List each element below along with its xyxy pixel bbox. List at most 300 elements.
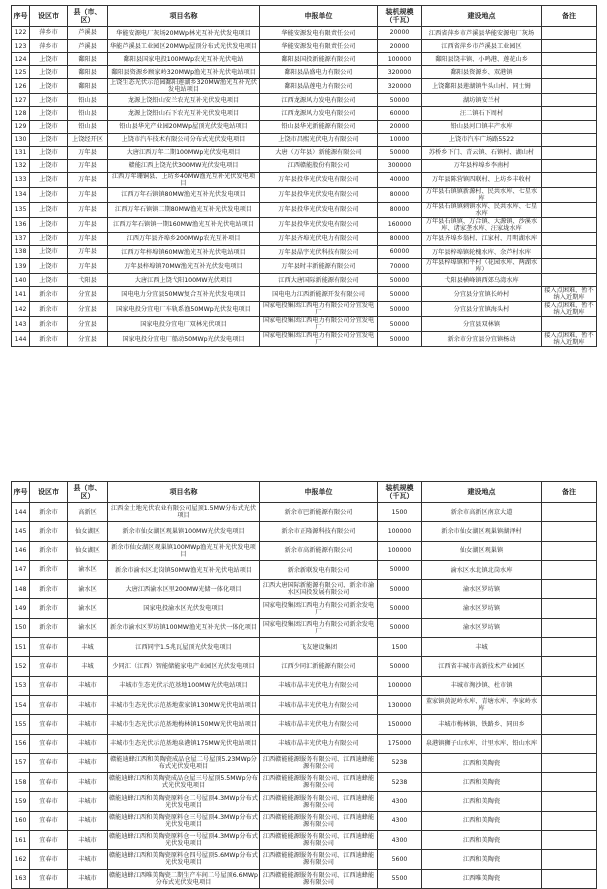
cell-city: 宜春市: [30, 811, 68, 830]
cell-unit: 江西赣能股份有限公司: [260, 159, 378, 172]
table-row: [12, 541, 597, 560]
cell-city: 新余市: [30, 599, 68, 618]
cell-city: 新余市: [30, 580, 68, 599]
cell-no: 136: [12, 217, 30, 232]
cell-project: 铅山县华光产业园20MWp屋顶光伏发电站项目: [108, 120, 260, 133]
cell-city: 上饶市: [30, 259, 68, 274]
cell-unit: 国家电投集团江西电力有限公司分宜发电厂: [260, 332, 378, 347]
cell-note: 接入点困难，暂不纳入近期库: [542, 287, 597, 302]
col-header-county: 县（市、区）: [68, 6, 108, 27]
cell-unit: 万年县投华光伏发电有限公司: [260, 202, 378, 217]
table-row: [12, 232, 597, 245]
cell-site: 万年县梓埠乡李南村: [422, 159, 542, 172]
header-row: [12, 6, 597, 27]
cell-site: 江西和美陶瓷: [422, 850, 542, 869]
cell-site: 上饶鄱阳县莲湖镇牛头山村、同士姆: [422, 79, 542, 94]
cell-note: [542, 638, 597, 657]
col-header-city: 设区市: [30, 6, 68, 27]
cell-county: 万年县: [68, 217, 108, 232]
cell-unit: 江西赣能能源服务有限公司、江西迪蜂能源有限公司: [260, 831, 378, 850]
cell-no: 142: [12, 302, 30, 317]
cell-capacity: 130000: [378, 695, 422, 714]
cell-unit: 国电电力江西新能源开发有限公司: [260, 287, 378, 302]
cell-unit: 江西赣能能源服务有限公司、江西迪蜂能源有限公司: [260, 869, 378, 888]
table-row: [12, 657, 597, 676]
cell-unit: 江西大唐国际新能源有限公司、新余市渝水区国投发展有限公司: [260, 580, 378, 599]
cell-city: 上饶市: [30, 246, 68, 259]
cell-site: 新余市仙女湖区观巢镇湖泽村: [422, 522, 542, 541]
cell-no: 155: [12, 715, 30, 734]
table-row: [12, 715, 597, 734]
cell-project: 国家电投分宜电厂双林光伏项目: [108, 317, 260, 332]
cell-note: [542, 232, 597, 245]
cell-capacity: 80000: [378, 232, 422, 245]
cell-city: 宜春市: [30, 831, 68, 850]
cell-unit: 江西大唐国际新能源有限公司: [260, 274, 378, 287]
cell-no: 156: [12, 734, 30, 753]
cell-site: 江西和美陶瓷: [422, 773, 542, 792]
cell-county: 上饶经开区: [68, 133, 108, 146]
table-row: [12, 187, 597, 202]
cell-site: 渝水区罗坊镇: [422, 599, 542, 618]
cell-no: 146: [12, 541, 30, 560]
cell-capacity: 4300: [378, 811, 422, 830]
cell-unit: 新余市巴新能源有限公司: [260, 503, 378, 522]
cell-note: [542, 120, 597, 133]
cell-no: 126: [12, 79, 30, 94]
cell-capacity: 5500: [378, 869, 422, 888]
cell-capacity: 50000: [378, 599, 422, 618]
cell-capacity: 150000: [378, 715, 422, 734]
cell-county: 万年县: [68, 246, 108, 259]
cell-county: 万年县: [68, 159, 108, 172]
cell-unit: 江西赣能能源服务有限公司、江西迪蜂能源有限公司: [260, 773, 378, 792]
cell-capacity: 50000: [378, 657, 422, 676]
cell-county: 万年县: [68, 202, 108, 217]
cell-note: [542, 274, 597, 287]
cell-capacity: 50000: [378, 618, 422, 637]
table-row: [12, 27, 597, 40]
cell-unit: 新余市正隆源科技有限公司: [260, 522, 378, 541]
cell-project: 新余市仙女湖区观巢镇100MWp渔光互补光伏发电项目: [108, 541, 260, 560]
cell-capacity: 100000: [378, 53, 422, 66]
cell-county: 丰城市: [68, 676, 108, 695]
cell-project: 万年县梓埠镇70MW渔光互补光伏发电项目: [108, 259, 260, 274]
cell-county: 分宜县: [68, 317, 108, 332]
cell-note: [542, 850, 597, 869]
cell-unit: 万年县晶宇光伏科技有限公司: [260, 246, 378, 259]
cell-county: 万年县: [68, 232, 108, 245]
cell-no: 130: [12, 133, 30, 146]
cell-project: 赣能迪蜂江西和美陶瓷原料仓二号屋顶4.3MWp分布式光伏发电项目: [108, 792, 260, 811]
cell-unit: 国家电投集团江西电力有限公司分宜发电厂: [260, 302, 378, 317]
cell-city: 上饶市: [30, 202, 68, 217]
cell-no: 123: [12, 40, 30, 53]
cell-unit: 江西龙源风力发电有限公司: [260, 94, 378, 107]
table-row: [12, 695, 597, 714]
cell-city: 宜春市: [30, 676, 68, 695]
cell-site: 丰城市淘沙镇、杜市镇: [422, 676, 542, 695]
cell-project: 赣能江西上饶光伏300MW光伏发电项目: [108, 159, 260, 172]
cell-project: 大唐江西上饶弋阳100MW光伏项目: [108, 274, 260, 287]
cell-project: 大唐江西渝水区里200MW光储一体化项目: [108, 580, 260, 599]
cell-project: 鄱阳县资源乡顾家岭320MWp渔光互补光伏电站项目: [108, 66, 260, 79]
cell-note: [542, 40, 597, 53]
cell-city: 宜春市: [30, 869, 68, 888]
cell-city: 宜春市: [30, 773, 68, 792]
cell-county: 渝水区: [68, 599, 108, 618]
cell-city: 宜春市: [30, 850, 68, 869]
cell-city: 新余市: [30, 332, 68, 347]
cell-capacity: 175000: [378, 734, 422, 753]
cell-capacity: 50000: [378, 332, 422, 347]
cell-project: 丰城市生态光伏示范基地董家镇130MW光伏电站项目: [108, 695, 260, 714]
table-body: [12, 27, 597, 347]
cell-no: 129: [12, 120, 30, 133]
cell-city: 上饶市: [30, 274, 68, 287]
cell-project: 国家电投分宜电厂船动50MWp光伏发电项目: [108, 332, 260, 347]
cell-unit: 江西赣能能源服务有限公司、江西迪蜂能源有限公司: [260, 811, 378, 830]
cell-capacity: 20000: [378, 40, 422, 53]
cell-unit: 丰城市晶丰光伏电力有限公司: [260, 734, 378, 753]
table-row: [12, 332, 597, 347]
table-row: [12, 773, 597, 792]
cell-no: 152: [12, 657, 30, 676]
cell-site: 丰城: [422, 638, 542, 657]
table-row: [12, 503, 597, 522]
cell-capacity: 5600: [378, 850, 422, 869]
cell-site: 江西和美陶瓷: [422, 811, 542, 830]
cell-project: 上饶市汽车技术有限公司分布式光伏发电项目: [108, 133, 260, 146]
cell-site: 上饶市汽车广场路5522: [422, 133, 542, 146]
table-row: [12, 120, 597, 133]
table-row: [12, 287, 597, 302]
table-row: [12, 66, 597, 79]
table-row: [12, 246, 597, 259]
cell-county: 渝水区: [68, 560, 108, 579]
cell-capacity: 100000: [378, 541, 422, 560]
cell-capacity: 320000: [378, 66, 422, 79]
cell-project: 江西万年石镇镇一期160MW渔光互补光伏电站项目: [108, 217, 260, 232]
cell-no: 128: [12, 107, 30, 120]
cell-capacity: 20000: [378, 27, 422, 40]
cell-no: 160: [12, 811, 30, 830]
cell-capacity: 1500: [378, 638, 422, 657]
cell-city: 上饶市: [30, 107, 68, 120]
cell-county: 丰城市: [68, 831, 108, 850]
cell-city: 上饶市: [30, 133, 68, 146]
col-header-note: 备注: [542, 6, 597, 27]
cell-county: 丰城: [68, 638, 108, 657]
cell-project: 华能安源电厂灰场20MWp林光互补光伏发电项目: [108, 27, 260, 40]
cell-no: 148: [12, 580, 30, 599]
cell-no: 125: [12, 66, 30, 79]
cell-no: 163: [12, 869, 30, 888]
table-row: [12, 53, 597, 66]
table-row: [12, 869, 597, 888]
cell-unit: 飞友建设集团: [260, 638, 378, 657]
cell-no: 153: [12, 676, 30, 695]
col-header-no: 序号: [12, 6, 30, 27]
cell-note: [542, 27, 597, 40]
cell-city: 宜春市: [30, 734, 68, 753]
table-row: [12, 831, 597, 850]
cell-no: 139: [12, 259, 30, 274]
cell-site: 江西和美陶瓷: [422, 753, 542, 772]
cell-site: 万年县陈营镇四联村、上坊乡丰收村: [422, 172, 542, 187]
cell-county: 仙女湖区: [68, 541, 108, 560]
cell-capacity: 4300: [378, 792, 422, 811]
cell-no: 137: [12, 232, 30, 245]
cell-no: 158: [12, 773, 30, 792]
cell-no: 149: [12, 599, 30, 618]
cell-no: 159: [12, 792, 30, 811]
col-header-city: 设区市: [30, 482, 68, 503]
cell-note: [542, 869, 597, 888]
col-header-unit: 申报单位: [260, 6, 378, 27]
cell-capacity: 50000: [378, 580, 422, 599]
cell-site: 鄱阳县资源乡、双港镇: [422, 66, 542, 79]
col-header-county: 县（市、区）: [68, 482, 108, 503]
cell-county: 丰城: [68, 657, 108, 676]
cell-unit: 江西少同汇新能源有限公司: [260, 657, 378, 676]
header-row: [12, 482, 597, 503]
cell-project: 少同汇（江西）智能储能家电产业园区光伏发电项目: [108, 657, 260, 676]
cell-capacity: 50000: [378, 274, 422, 287]
table-row: [12, 676, 597, 695]
cell-no: 147: [12, 560, 30, 579]
cell-unit: 鄱阳县晶莲电力有限公司: [260, 79, 378, 94]
cell-capacity: 40000: [378, 172, 422, 187]
cell-note: [542, 172, 597, 187]
cell-site: 鄱阳县饶丰镇、小鸣港、莲花山乡: [422, 53, 542, 66]
cell-note: [542, 522, 597, 541]
cell-project: 江西同宇1.5兆瓦屋顶光伏发电项目: [108, 638, 260, 657]
cell-no: 161: [12, 831, 30, 850]
cell-unit: 新余新联发电有限公司: [260, 560, 378, 579]
col-header-capacity: 装机规模（千瓦）: [378, 482, 422, 503]
cell-unit: 丰城市晶丰光伏电力有限公司: [260, 676, 378, 695]
cell-note: [542, 831, 597, 850]
cell-county: 万年县: [68, 187, 108, 202]
cell-capacity: 1500: [378, 503, 422, 522]
cell-no: 154: [12, 695, 30, 714]
cell-county: 分宜县: [68, 302, 108, 317]
cell-capacity: 320000: [378, 79, 422, 94]
table-row: [12, 638, 597, 657]
table-page-1: [11, 5, 596, 347]
project-table: [11, 5, 597, 347]
cell-note: [542, 618, 597, 637]
cell-unit: 江西赣能能源服务有限公司、江西迪蜂能源有限公司: [260, 792, 378, 811]
cell-site: 江西省萍乡市芦溪县工业园区: [422, 40, 542, 53]
cell-note: [542, 657, 597, 676]
cell-note: [542, 159, 597, 172]
cell-note: [542, 773, 597, 792]
cell-note: [542, 53, 597, 66]
col-header-project: 项目名称: [108, 482, 260, 503]
cell-note: [542, 560, 597, 579]
cell-no: 144: [12, 332, 30, 347]
table-row: [12, 259, 597, 274]
cell-site: 渝水区罗坊镇: [422, 618, 542, 637]
cell-city: 上饶市: [30, 187, 68, 202]
cell-county: 鄱阳县: [68, 53, 108, 66]
cell-unit: 华能安源发电有限责任公司: [260, 27, 378, 40]
cell-county: 丰城市: [68, 811, 108, 830]
cell-county: 丰城市: [68, 753, 108, 772]
table-row: [12, 302, 597, 317]
cell-county: 高新区: [68, 503, 108, 522]
cell-county: 弋阳县: [68, 274, 108, 287]
cell-county: 万年县: [68, 172, 108, 187]
cell-city: 宜春市: [30, 638, 68, 657]
cell-capacity: 5238: [378, 773, 422, 792]
cell-city: 新余市: [30, 560, 68, 579]
cell-note: [542, 580, 597, 599]
cell-city: 萍乡市: [30, 27, 68, 40]
cell-capacity: 100000: [378, 522, 422, 541]
cell-county: 渝水区: [68, 580, 108, 599]
cell-project: 丰城市生态光伏示范基地100MW光伏电站项目: [108, 676, 260, 695]
cell-project: 江西万年石镇镇80MW渔光互补光伏发电项目: [108, 187, 260, 202]
cell-unit: 国家电投集团江西电力有限公司新余发电厂: [260, 599, 378, 618]
cell-note: [542, 246, 597, 259]
cell-site: 泉港镇狮子山水库、计里水库、铅山水库: [422, 734, 542, 753]
cell-city: 上饶市: [30, 66, 68, 79]
cell-no: 144: [12, 503, 30, 522]
cell-note: 接入点困难，暂不纳入近期库: [542, 332, 597, 347]
cell-county: 丰城市: [68, 773, 108, 792]
cell-unit: 大唐（万年县）新能源有限公司: [260, 146, 378, 159]
cell-city: 新余市: [30, 302, 68, 317]
cell-city: 新余市: [30, 287, 68, 302]
cell-note: [542, 715, 597, 734]
table-row: [12, 811, 597, 830]
cell-unit: 万年县时丰新能源有限公司: [260, 259, 378, 274]
cell-county: 万年县: [68, 259, 108, 274]
cell-project: 新余市渝水区北岗镇50MW渔光互补光伏电站项目: [108, 560, 260, 579]
cell-site: 万年县梓埠镇轮槐水库、余芦村水库: [422, 246, 542, 259]
cell-capacity: 100000: [378, 676, 422, 695]
cell-county: 丰城市: [68, 792, 108, 811]
cell-note: [542, 753, 597, 772]
cell-project: 赣能迪蜂江西和美陶瓷原料仓四号屋顶5.6MWp分布式光伏发电项目: [108, 850, 260, 869]
cell-note: [542, 187, 597, 202]
cell-site: 弋阳县横峰镇西郊乌湾水库: [422, 274, 542, 287]
cell-county: 鄱阳县: [68, 66, 108, 79]
cell-no: 145: [12, 522, 30, 541]
cell-project: 龙源上饶铅山安兰农光互补光伏发电项目: [108, 94, 260, 107]
cell-project: 新余市渝水区罗坊镇100MW渔光互补光伏一体化项目: [108, 618, 260, 637]
table-page-2: [11, 481, 596, 889]
cell-note: [542, 811, 597, 830]
table-row: [12, 159, 597, 172]
cell-unit: 万年县投华光伏发电有限公司: [260, 187, 378, 202]
cell-county: 铅山县: [68, 107, 108, 120]
cell-no: 141: [12, 287, 30, 302]
cell-no: 151: [12, 638, 30, 657]
table-row: [12, 107, 597, 120]
cell-site: 江西唯美陶瓷: [422, 869, 542, 888]
cell-project: 国电电力分宜县50MW复合互补光伏发电项目: [108, 287, 260, 302]
cell-project: 国家电投分宜电厂车轨系渔50MWp光伏发电项目: [108, 302, 260, 317]
cell-project: 江西万年石镇镇二期80MW渔光互补光伏发电项目: [108, 202, 260, 217]
cell-unit: 新余市高新能源有限公司: [260, 541, 378, 560]
table-row: [12, 202, 597, 217]
table-row: [12, 94, 597, 107]
cell-capacity: 60000: [378, 246, 422, 259]
cell-no: 124: [12, 53, 30, 66]
cell-site: 万年县石镇镇刺镇水库、民共水库、七星水库: [422, 202, 542, 217]
table-row: [12, 274, 597, 287]
table-row: [12, 580, 597, 599]
table-row: [12, 850, 597, 869]
cell-project: 大唐江西万年二期100MWp光伏发电项目: [108, 146, 260, 159]
cell-site: 苏桥乡下门、青云镇、石镇村、湖山村: [422, 146, 542, 159]
cell-city: 宜春市: [30, 657, 68, 676]
cell-note: [542, 259, 597, 274]
table-body: [12, 503, 597, 889]
cell-city: 上饶市: [30, 217, 68, 232]
table-row: [12, 217, 597, 232]
cell-capacity: 50000: [378, 302, 422, 317]
cell-capacity: 50000: [378, 317, 422, 332]
cell-city: 宜春市: [30, 695, 68, 714]
cell-county: 铅山县: [68, 120, 108, 133]
cell-county: 分宜县: [68, 287, 108, 302]
cell-unit: 华能安源发电有限责任公司: [260, 40, 378, 53]
cell-city: 新余市: [30, 522, 68, 541]
cell-project: 上饶生态光伏示范园鄱阳莲湖乡320MW渔光互补光伏发电站项目: [108, 79, 260, 94]
cell-city: 上饶市: [30, 79, 68, 94]
cell-unit: 万年县投华光伏发电有限公司: [260, 217, 378, 232]
cell-capacity: 50000: [378, 146, 422, 159]
cell-unit: 上饶市昌熙光伏电力有限公司: [260, 133, 378, 146]
cell-note: [542, 695, 597, 714]
cell-capacity: 80000: [378, 202, 422, 217]
cell-project: 赣能迪蜂江西唯美陶瓷二期生产车间二号屋顶6.6MWp分布式光伏发电项目: [108, 869, 260, 888]
cell-capacity: 300000: [378, 159, 422, 172]
cell-no: 150: [12, 618, 30, 637]
cell-site: 渝水区罗坊镇: [422, 580, 542, 599]
cell-project: 赣能迪蜂江西和美陶瓷原料仓一号屋顶4.3MWp分布式光伏发电项目: [108, 831, 260, 850]
cell-site: 丰城市梅林镇、铁路乡、同田乡: [422, 715, 542, 734]
cell-city: 宜春市: [30, 715, 68, 734]
cell-note: [542, 599, 597, 618]
cell-capacity: 50000: [378, 560, 422, 579]
col-header-project: 项目名称: [108, 6, 260, 27]
cell-note: [542, 94, 597, 107]
table-row: [12, 599, 597, 618]
cell-site: 新余市分宜县分宜镇杨动: [422, 332, 542, 347]
cell-city: 上饶市: [30, 159, 68, 172]
col-header-site: 建设地点: [422, 6, 542, 27]
cell-project: 江西金土地光伏农业有限公司屋顶1.5MW分布式光伏项目: [108, 503, 260, 522]
cell-note: [542, 541, 597, 560]
cell-project: 赣能迪蜂江西和美陶瓷成品仓屋三号屋顶5.5MWp分布式光伏发电项目: [108, 773, 260, 792]
cell-no: 143: [12, 317, 30, 332]
cell-site: 万年县齐埠乡翁村、江家村、月明湖水库: [422, 232, 542, 245]
cell-capacity: 160000: [378, 217, 422, 232]
cell-site: 湖坊镇安兰村: [422, 94, 542, 107]
cell-unit: 铅山县华光新能源有限公司: [260, 120, 378, 133]
table-row: [12, 560, 597, 579]
cell-project: 龙源上饶铅山石下农光互补光伏发电项目: [108, 107, 260, 120]
cell-no: 138: [12, 246, 30, 259]
cell-city: 新余市: [30, 541, 68, 560]
cell-site: 万年县梓埠镇和平村（花园水库、两湖水库）: [422, 259, 542, 274]
